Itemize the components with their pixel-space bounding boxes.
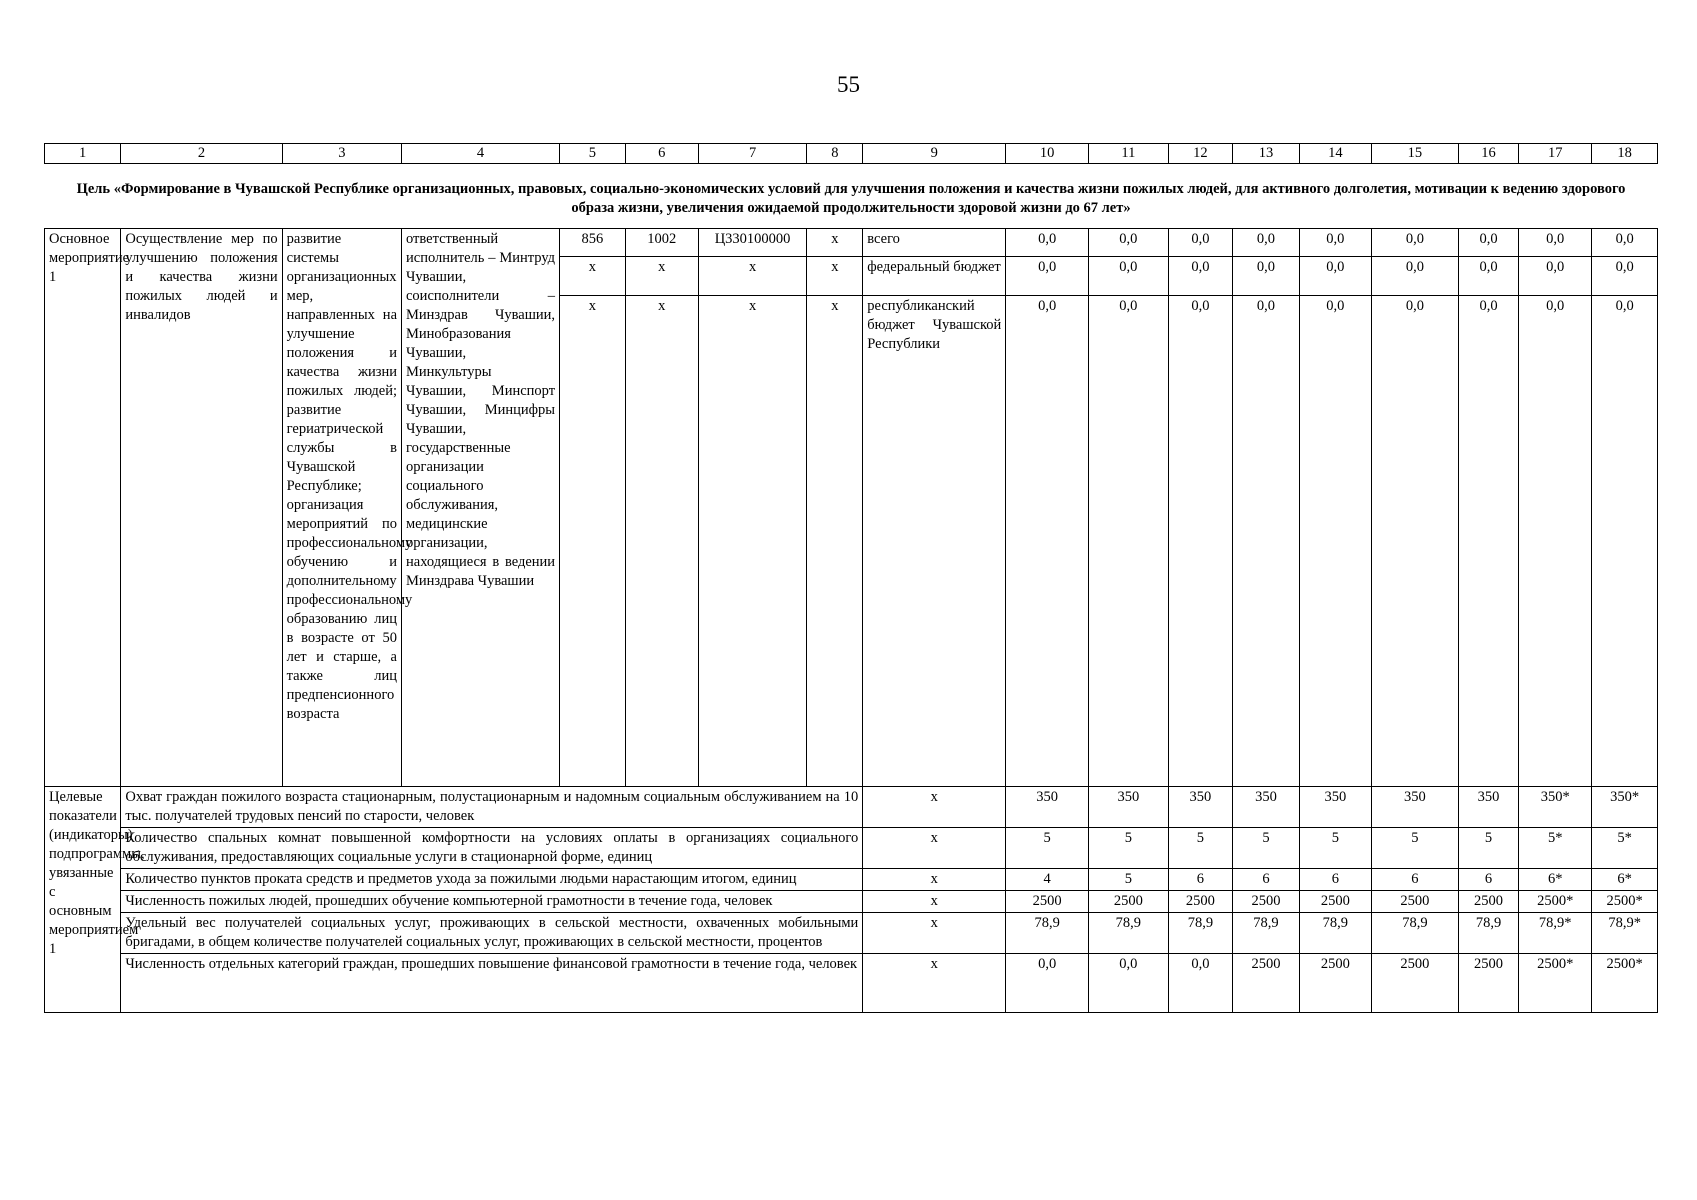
indicator-value: 350 [1233, 787, 1300, 828]
value-cell: 0,0 [1168, 296, 1233, 787]
value-cell: 0,0 [1458, 296, 1518, 787]
indicator-name: Численность отдельных категорий граждан, прошедших повышение финансовой грамотности в течение года, человек [121, 954, 863, 1013]
vr-code: x [807, 257, 863, 296]
value-cell: 0,0 [1458, 257, 1518, 296]
value-cell: 0,0 [1006, 257, 1089, 296]
indicator-value: 5 [1299, 828, 1371, 869]
indicator-value: 2500* [1519, 954, 1592, 1013]
indicator-value: 2500* [1592, 891, 1658, 913]
indicator-value: 350 [1458, 787, 1518, 828]
indicator-value: 78,9 [1371, 913, 1458, 954]
indicator-value: 350 [1371, 787, 1458, 828]
column-number: 4 [402, 144, 560, 164]
indicator-value: 350* [1519, 787, 1592, 828]
column-number: 14 [1299, 144, 1371, 164]
value-cell: 0,0 [1299, 296, 1371, 787]
value-cell: 0,0 [1458, 229, 1518, 257]
indicator-value: 6 [1168, 869, 1233, 891]
indicator-value: 6* [1592, 869, 1658, 891]
indicator-value: 0,0 [1006, 954, 1089, 1013]
indicator-source: x [863, 828, 1006, 869]
indicator-value: 2500 [1168, 891, 1233, 913]
measure-row-total [45, 229, 1658, 257]
column-number: 1 [45, 144, 121, 164]
measure-status: Основное мероприятие 1 [45, 229, 121, 787]
indicator-value: 2500 [1006, 891, 1089, 913]
indicator-name: Количество спальных комнат повышенной комфортности на условиях оплаты в организациях социального обслуживания, предоставляющих социальные услуги в стационарной форме, единиц [121, 828, 863, 869]
column-number: 18 [1592, 144, 1658, 164]
column-number: 10 [1006, 144, 1089, 164]
value-cell: 0,0 [1371, 229, 1458, 257]
indicator-value: 78,9 [1006, 913, 1089, 954]
indicator-name: Количество пунктов проката средств и предметов ухода за пожилыми людьми нарастающим итогом, единиц [121, 869, 863, 891]
indicator-row [45, 787, 1658, 828]
value-cell: 0,0 [1089, 257, 1169, 296]
indicator-value: 5 [1168, 828, 1233, 869]
indicator-value: 2500 [1233, 954, 1300, 1013]
indicator-value: 5 [1458, 828, 1518, 869]
indicator-value: 78,9 [1458, 913, 1518, 954]
indicator-value: 78,9* [1519, 913, 1592, 954]
indicator-name: Удельный вес получателей социальных услуг, проживающих в сельской местности, охваченных мобильными бригадами, в общем количестве получателей социальных услуг, проживающих в сельской местности, процентов [121, 913, 863, 954]
indicator-value: 2500 [1371, 891, 1458, 913]
measure-tasks: развитие системы организационных мер, направленных на улучшение положения и качества жизни пожилых людей; развитие гериатрической службы в Чувашской Республике; организация мероприятий по профессиональному обучению и дополнительному профессиональному образованию лиц в возрасте от 50 лет и старше, а также лиц предпенсионного возраста [282, 229, 401, 787]
value-cell: 0,0 [1168, 257, 1233, 296]
grbs-code: x [560, 257, 626, 296]
value-cell: 0,0 [1592, 257, 1658, 296]
funding-source: федеральный бюджет [863, 257, 1006, 296]
indicator-value: 2500* [1592, 954, 1658, 1013]
funding-source: всего [863, 229, 1006, 257]
value-cell: 0,0 [1006, 296, 1089, 787]
indicator-source: x [863, 869, 1006, 891]
value-cell: 0,0 [1233, 229, 1300, 257]
column-number: 13 [1233, 144, 1300, 164]
indicator-value: 78,9 [1168, 913, 1233, 954]
indicator-value: 2500 [1299, 954, 1371, 1013]
column-number: 17 [1519, 144, 1592, 164]
value-cell: 0,0 [1089, 229, 1169, 257]
value-cell: 0,0 [1592, 229, 1658, 257]
column-number: 3 [282, 144, 401, 164]
measure-name: Осуществление мер по улучшению положения и качества жизни пожилых людей и инвалидов [121, 229, 282, 787]
value-cell: 0,0 [1519, 257, 1592, 296]
indicator-value: 6 [1233, 869, 1300, 891]
indicator-value: 350 [1168, 787, 1233, 828]
grbs-code: 856 [560, 229, 626, 257]
indicator-value: 0,0 [1168, 954, 1233, 1013]
indicator-value: 5 [1089, 828, 1169, 869]
indicator-source: x [863, 954, 1006, 1013]
grbs-code: x [560, 296, 626, 787]
indicator-value: 0,0 [1089, 954, 1169, 1013]
indicator-value: 2500 [1458, 891, 1518, 913]
indicator-value: 350* [1592, 787, 1658, 828]
vr-code: x [807, 296, 863, 787]
vr-code: x [807, 229, 863, 257]
indicator-value: 6 [1458, 869, 1518, 891]
indicators-label: Целевые показатели (индикаторы) подпрограммы, увязанные с основным мероприятием 1 [45, 787, 121, 1013]
column-number: 5 [560, 144, 626, 164]
indicator-row [45, 869, 1658, 891]
funding-source: республиканский бюджет Чувашской Республики [863, 296, 1006, 787]
indicator-value: 78,9 [1233, 913, 1300, 954]
column-number: 2 [121, 144, 282, 164]
indicator-value: 2500 [1233, 891, 1300, 913]
csr-code: x [698, 296, 807, 787]
indicator-row [45, 828, 1658, 869]
column-number: 8 [807, 144, 863, 164]
page-number: 55 [837, 72, 860, 97]
indicator-value: 2500 [1371, 954, 1458, 1013]
indicator-value: 78,9 [1089, 913, 1169, 954]
indicator-value: 5 [1371, 828, 1458, 869]
value-cell: 0,0 [1519, 229, 1592, 257]
indicator-value: 5 [1233, 828, 1300, 869]
column-numbers-row [45, 144, 1658, 164]
csr-code: x [698, 257, 807, 296]
rzpr-code: x [625, 257, 698, 296]
column-number: 12 [1168, 144, 1233, 164]
indicator-value: 4 [1006, 869, 1089, 891]
measure-executors: ответственный исполнитель – Минтруд Чувашии, соисполнители – Минздрав Чувашии, Минобразования Чувашии, Минкультуры Чувашии, Минспорт Чувашии, Минцифры Чувашии, государственные организации социального обслуживания, медицинские организации, находящиеся в ведении Минздрава Чувашии [402, 229, 560, 787]
indicator-name: Охват граждан пожилого возраста стационарным, полустационарным и надомным социальным обслуживанием на 10 тыс. получателей трудовых пенсий по старости, человек [121, 787, 863, 828]
value-cell: 0,0 [1089, 296, 1169, 787]
value-cell: 0,0 [1168, 229, 1233, 257]
indicator-source: x [863, 787, 1006, 828]
value-cell: 0,0 [1299, 257, 1371, 296]
indicator-value: 5 [1006, 828, 1089, 869]
indicator-value: 78,9* [1592, 913, 1658, 954]
column-number: 15 [1371, 144, 1458, 164]
indicator-value: 2500 [1458, 954, 1518, 1013]
indicator-source: x [863, 913, 1006, 954]
indicator-name: Численность пожилых людей, прошедших обучение компьютерной грамотности в течение года, человек [121, 891, 863, 913]
rzpr-code: 1002 [625, 229, 698, 257]
goal-row [45, 164, 1658, 229]
indicator-value: 6 [1299, 869, 1371, 891]
indicator-value: 5* [1592, 828, 1658, 869]
indicator-row [45, 913, 1658, 954]
column-number: 6 [625, 144, 698, 164]
indicator-source: x [863, 891, 1006, 913]
value-cell: 0,0 [1519, 296, 1592, 787]
indicator-row [45, 891, 1658, 913]
value-cell: 0,0 [1371, 296, 1458, 787]
value-cell: 0,0 [1233, 296, 1300, 787]
indicator-value: 2500* [1519, 891, 1592, 913]
column-number: 16 [1458, 144, 1518, 164]
column-number: 11 [1089, 144, 1169, 164]
indicator-value: 350 [1089, 787, 1169, 828]
value-cell: 0,0 [1592, 296, 1658, 787]
indicator-value: 2500 [1299, 891, 1371, 913]
csr-code: Ц330100000 [698, 229, 807, 257]
indicator-value: 78,9 [1299, 913, 1371, 954]
program-table [44, 143, 1658, 1013]
column-number: 9 [863, 144, 1006, 164]
indicator-value: 350 [1299, 787, 1371, 828]
value-cell: 0,0 [1233, 257, 1300, 296]
value-cell: 0,0 [1371, 257, 1458, 296]
goal-text: Цель «Формирование в Чувашской Республике организационных, правовых, социально-экономических условий для улучшения положения и качества жизни пожилых людей, для активного долголетия, мотивации к ведению здорового образа жизни, увеличения ожидаемой продолжительности здоровой жизни до 67 лет» [45, 164, 1658, 229]
rzpr-code: x [625, 296, 698, 787]
column-number: 7 [698, 144, 807, 164]
indicator-value: 6 [1371, 869, 1458, 891]
value-cell: 0,0 [1006, 229, 1089, 257]
indicator-value: 5* [1519, 828, 1592, 869]
indicator-value: 350 [1006, 787, 1089, 828]
indicator-value: 6* [1519, 869, 1592, 891]
indicator-row [45, 954, 1658, 1013]
indicator-value: 5 [1089, 869, 1169, 891]
value-cell: 0,0 [1299, 229, 1371, 257]
indicator-value: 2500 [1089, 891, 1169, 913]
